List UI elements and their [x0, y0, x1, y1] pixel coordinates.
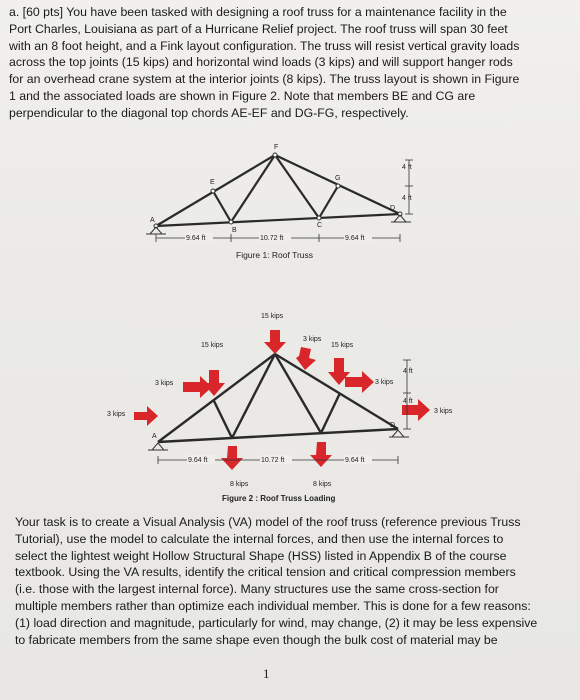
figure-1-caption: Figure 1: Roof Truss: [236, 250, 314, 260]
intro-line: perpendicular to the diagonal top chords AE-EF and DG-FG, respectively.: [9, 105, 409, 120]
load-arrows: [134, 330, 430, 470]
load-label-hanger-b: 8 kips: [230, 481, 249, 488]
dim-left-fig2: 9.64 ft: [188, 457, 208, 464]
dim-height-top-fig2: 4 ft: [403, 368, 413, 375]
dim-middle-fig1: 10.72 ft: [260, 235, 284, 242]
load-label-right-wind-d: 3 kips: [434, 408, 453, 415]
intro-line: with an 8 foot height, and a Fink layout configuration. The truss will resist vertical gravity loads: [9, 38, 520, 53]
intro-line: for an overhead crane system at the interior joints (8 kips). The truss layout is shown in Figure: [9, 72, 520, 87]
task-paragraph: [15, 514, 571, 648]
dim-right-fig1: 9.64 ft: [345, 235, 365, 242]
arrow-c-down: [310, 442, 332, 467]
dim-right-fig2: 9.64 ft: [345, 457, 365, 464]
dim-height-bottom-fig2: 4 ft: [403, 398, 413, 405]
arrow-a-wind: [134, 406, 158, 426]
joint-label-e: E: [210, 179, 215, 186]
arrow-apex-down: [264, 330, 286, 354]
arrow-right-wind-g: [345, 371, 374, 393]
task-line: (1) load direction and magnitude, particularly for wind, may change, (2) it may be less expensive: [15, 615, 538, 630]
joint-label-f: F: [274, 144, 279, 151]
arrow-g-wind: [296, 347, 316, 370]
joint-label-c: C: [317, 222, 323, 229]
dim-left-fig1: 9.64 ft: [186, 235, 206, 242]
task-line: to fabricate members from the same shape even though the bulk cost of material may be: [15, 632, 498, 647]
load-label-right-top-wind: 3 kips: [303, 336, 322, 343]
truss-members-fig2: [158, 354, 398, 442]
task-line: textbook. Using the VA results, identify the critical tension and critical compression members: [15, 565, 516, 580]
task-line: (i.e. those with the largest internal force). Many structures use the same cross-section for: [15, 582, 499, 597]
load-label-left-wind-a: 3 kips: [107, 411, 126, 418]
dim-middle-fig2: 10.72 ft: [261, 457, 285, 464]
dim-height-bottom-fig1: 4 ft: [402, 195, 412, 202]
arrow-b-down: [221, 446, 243, 470]
load-label-hanger-c: 8 kips: [313, 481, 332, 488]
page-number: 1: [263, 666, 270, 681]
load-label-apex: 15 kips: [261, 313, 284, 320]
task-line: Your task is to create a Visual Analysis (VA) model of the roof truss (reference previous Truss: [15, 515, 521, 529]
joint-label-a: A: [150, 217, 155, 224]
load-label-right-wind-g: 3 kips: [375, 379, 394, 386]
load-label-right-top-gravity: 15 kips: [331, 342, 354, 349]
arrow-e-wind: [183, 376, 212, 398]
intro-line: Port Charles, Louisiana as part of a Hurricane Relief project. The roof truss will span 30 feet: [9, 21, 508, 36]
load-label-left-wind-e: 3 kips: [155, 380, 174, 387]
joint-label-a-fig2: A: [152, 433, 157, 440]
figure-2-caption: Figure 2 : Roof Truss Loading: [222, 494, 336, 503]
load-label-left-top: 15 kips: [201, 342, 224, 349]
intro-line: 1 and the associated loads are shown in Figure 2. Note that members BE and CG are: [9, 88, 476, 103]
task-line: select the lightest weight Hollow Structural Shape (HSS) listed in Appendix B of the course: [15, 548, 507, 563]
joint-label-g: G: [335, 175, 341, 182]
intro-line: a. [60 pts] You have been tasked with designing a roof truss for a maintenance facility in the: [9, 5, 507, 19]
joint-label-d: D: [390, 205, 396, 212]
task-line: multiple members rather than optimize each individual member. This is done for a few reasons:: [15, 598, 531, 613]
intro-line: across the top joints (15 kips) and horizontal wind loads (3 kips) and will support hanger rods: [9, 55, 513, 70]
joint-label-d-fig2: D: [390, 422, 396, 429]
task-line: Tutorial), use the model to calculate the internal forces, and then use the internal forces to: [15, 531, 504, 546]
dim-height-top-fig1: 4 ft: [402, 164, 412, 171]
joint-label-b: B: [232, 227, 237, 234]
